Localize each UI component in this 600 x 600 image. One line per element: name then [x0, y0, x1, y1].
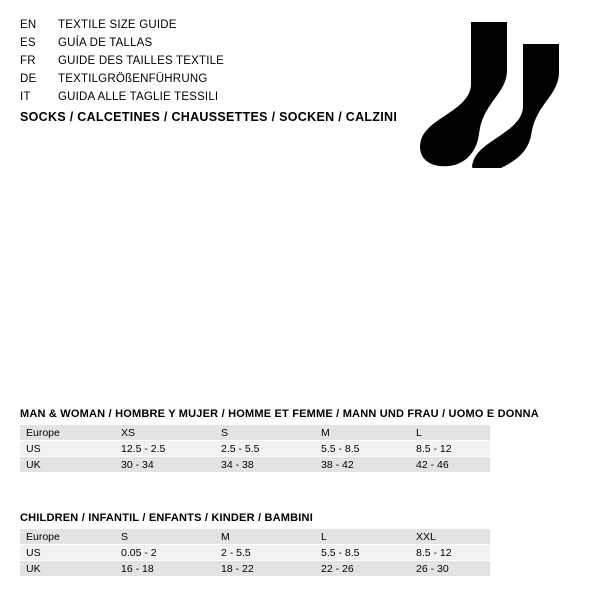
table-header-cell: XS: [115, 425, 215, 441]
language-text: GUIDE DES TAILLES TEXTILE: [58, 55, 225, 67]
language-row: [20, 70, 380, 88]
table-cell: 8.5 - 12: [410, 441, 490, 457]
adults-size-table: [20, 425, 490, 473]
language-list: [20, 16, 380, 106]
table-header-cell: L: [410, 425, 490, 441]
table-cell: 5.5 - 8.5: [315, 441, 410, 457]
table-cell: 12.5 - 2.5: [115, 441, 215, 457]
table-cell: 42 - 46: [410, 457, 490, 473]
table-cell: 0.05 - 2: [115, 545, 215, 561]
table-row: [20, 561, 490, 577]
language-code: IT: [20, 91, 31, 103]
language-code: ES: [20, 37, 36, 49]
children-size-table: [20, 529, 490, 577]
table-cell: 5.5 - 8.5: [315, 545, 410, 561]
table-cell: 22 - 26: [315, 561, 410, 577]
table-header-cell: S: [115, 529, 215, 545]
table-header-row: [20, 425, 490, 441]
table-cell: 2 - 5.5: [215, 545, 315, 561]
socks-illustration: [405, 18, 575, 168]
table-cell: 8.5 - 12: [410, 545, 490, 561]
table-row-label: US: [20, 441, 115, 457]
language-row: [20, 16, 380, 34]
table-cell: 2.5 - 5.5: [215, 441, 315, 457]
language-text: GUIDA ALLE TAGLIE TESSILI: [58, 91, 219, 103]
language-code: EN: [20, 19, 37, 31]
table-row-label: US: [20, 545, 115, 561]
table-cell: 34 - 38: [215, 457, 315, 473]
table-header-row: [20, 529, 490, 545]
table-header-cell: XXL: [410, 529, 490, 545]
language-text: TEXTILGRÖßENFÜHRUNG: [58, 73, 208, 85]
language-row: [20, 52, 380, 70]
children-table-caption: CHILDREN / INFANTIL / ENFANTS / KINDER / BAMBINI: [20, 512, 313, 524]
language-code: DE: [20, 73, 37, 85]
adults-size-table-section: [20, 408, 580, 473]
table-cell: 30 - 34: [115, 457, 215, 473]
adults-table-caption: MAN & WOMAN / HOMBRE Y MUJER / HOMME ET FEMME / MANN UND FRAU / UOMO E DONNA: [20, 408, 539, 420]
page-title: SOCKS / CALCETINES / CHAUSSETTES / SOCKEN / CALZINI: [20, 110, 398, 124]
table-row-label: UK: [20, 457, 115, 473]
table-header-cell: S: [215, 425, 315, 441]
table-header-cell: M: [215, 529, 315, 545]
table-row: [20, 545, 490, 561]
table-cell: 38 - 42: [315, 457, 410, 473]
table-row: [20, 457, 490, 473]
language-text: GUÍA DE TALLAS: [58, 37, 153, 49]
table-cell: 16 - 18: [115, 561, 215, 577]
table-header-cell: Europe: [20, 529, 115, 545]
table-cell: 18 - 22: [215, 561, 315, 577]
language-text: TEXTILE SIZE GUIDE: [58, 19, 177, 31]
table-row-label: UK: [20, 561, 115, 577]
children-size-table-section: [20, 512, 580, 577]
language-code: FR: [20, 55, 36, 67]
table-header-cell: L: [315, 529, 410, 545]
language-row: [20, 88, 380, 106]
table-header-cell: M: [315, 425, 410, 441]
table-row: [20, 441, 490, 457]
table-cell: 26 - 30: [410, 561, 490, 577]
language-row: [20, 34, 380, 52]
table-header-cell: Europe: [20, 425, 115, 441]
